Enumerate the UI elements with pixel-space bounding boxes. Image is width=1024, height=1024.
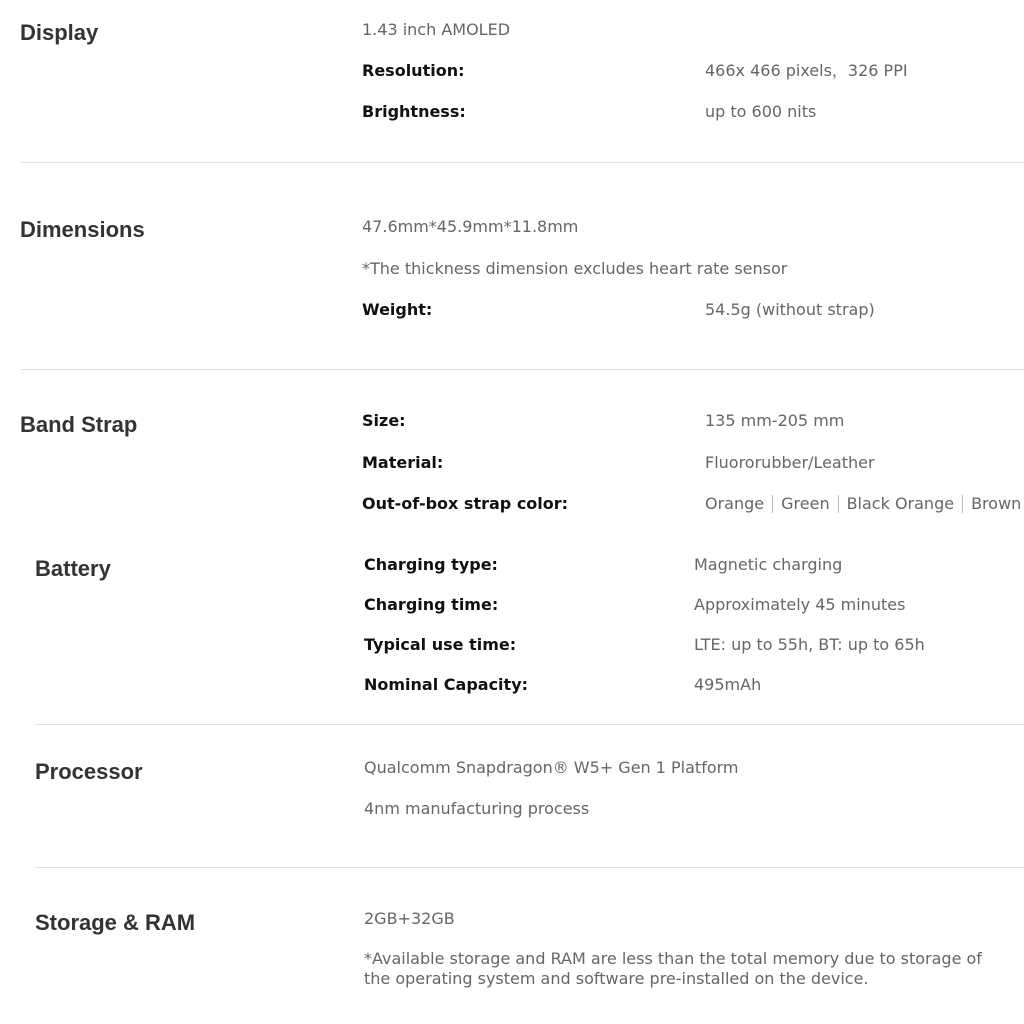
process-node: 4nm manufacturing process: [364, 799, 590, 818]
strap-color-brown: Brown: [971, 494, 1022, 513]
display-title: Display: [20, 20, 99, 45]
strap-color-orange: Orange: [705, 494, 765, 513]
color-separator: [838, 495, 839, 513]
storage-note: *Available storage and RAM are less than the total memory due to storage of the operating system and software pre-installed on the device.: [364, 949, 982, 988]
strap-color-list: [705, 494, 1021, 514]
section-divider: [20, 369, 1024, 370]
brightness-label: Brightness:: [362, 102, 466, 121]
typical-use-label: Typical use time:: [364, 635, 517, 654]
strap-size-label: Size:: [362, 411, 406, 430]
strap-size-value: 135 mm-205 mm: [705, 411, 845, 430]
capacity-value: 495mAh: [694, 675, 762, 694]
typical-use-value: LTE: up to 55h, BT: up to 65h: [694, 635, 925, 654]
section-divider: [20, 162, 1024, 163]
dimensions-title: Dimensions: [20, 217, 145, 242]
section-divider: [35, 867, 1024, 868]
weight-label: Weight:: [362, 300, 433, 319]
display-size-text: 1.43 inch AMOLED: [362, 20, 511, 39]
resolution-value: 466x 466 pixels，326 PPI: [705, 61, 908, 80]
section-divider: [35, 724, 1024, 725]
storage-config: 2GB+32GB: [364, 909, 455, 928]
storage-title: Storage & RAM: [35, 910, 196, 935]
color-separator: [772, 495, 773, 513]
charging-type-label: Charging type:: [364, 555, 498, 574]
strap-color-green: Green: [781, 494, 830, 513]
strap-color-label: Out-of-box strap color:: [362, 494, 569, 513]
thickness-note: *The thickness dimension excludes heart rate sensor: [362, 259, 788, 278]
brightness-value: up to 600 nits: [705, 102, 817, 121]
charging-time-value: Approximately 45 minutes: [694, 595, 906, 614]
band-strap-title: Band Strap: [20, 412, 138, 437]
material-label: Material:: [362, 453, 444, 472]
resolution-label: Resolution:: [362, 61, 465, 80]
processor-title: Processor: [35, 759, 143, 784]
processor-name: Qualcomm Snapdragon® W5+ Gen 1 Platform: [364, 758, 739, 777]
capacity-label: Nominal Capacity:: [364, 675, 529, 694]
weight-value: 54.5g (without strap): [705, 300, 875, 319]
battery-title: Battery: [35, 556, 111, 581]
color-separator: [962, 495, 963, 513]
material-value: Fluororubber/Leather: [705, 453, 875, 472]
charging-type-value: Magnetic charging: [694, 555, 843, 574]
dimensions-text: 47.6mm*45.9mm*11.8mm: [362, 217, 579, 236]
charging-time-label: Charging time:: [364, 595, 499, 614]
strap-color-black-orange: Black Orange: [846, 494, 955, 513]
